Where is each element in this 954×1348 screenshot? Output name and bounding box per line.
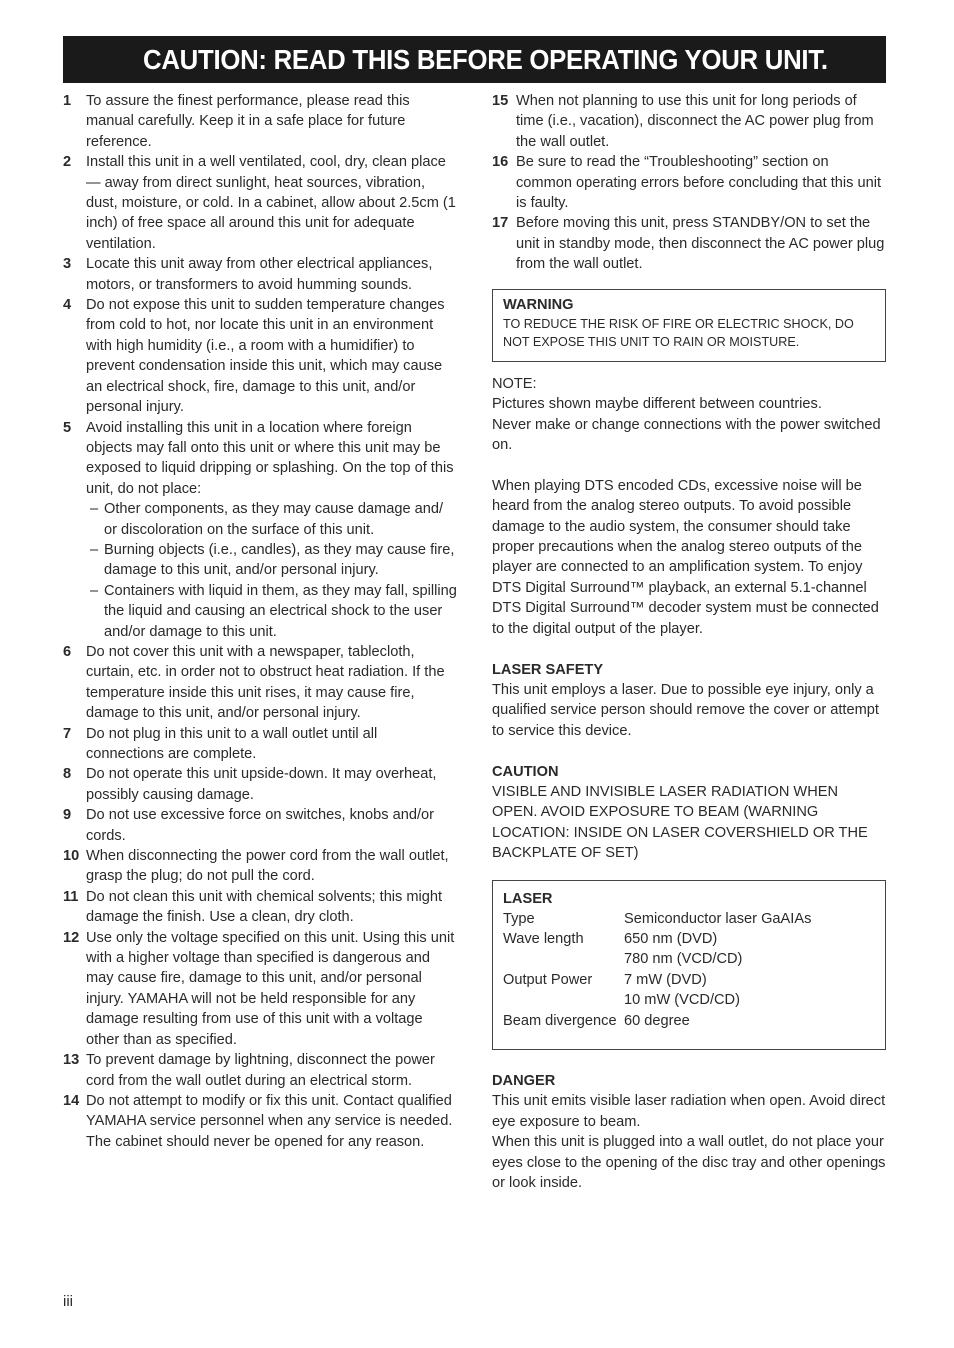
list-item xyxy=(492,213,886,274)
spec-label: Output Power xyxy=(503,971,593,988)
spec-value: 60 degree xyxy=(624,1012,690,1029)
item-text: To assure the finest performance, please read this manual carefully. Keep it in a safe place for future reference. xyxy=(86,93,410,150)
item-text: Do not clean this unit with chemical solvents; this might damage the finish. Use a clean, dry cloth. xyxy=(86,888,443,926)
item-number: 4 xyxy=(63,297,72,314)
spec-value: 780 nm (VCD/CD) xyxy=(624,951,743,968)
spec-label: Beam divergence xyxy=(503,1012,617,1029)
spec-label xyxy=(503,990,624,1010)
item-number: 7 xyxy=(63,725,72,742)
dts-note: When playing DTS encoded CDs, excessive noise will be heard from the analog stereo outputs. To avoid possible damage to the audio system, the consumer should take proper precautions when the analog stereo outputs of the player are connected to an amplification system. To enjoy DTS Digital Surround™ playback, an external 5.1-channel DTS Digital Surround™ decoder system must be connected to the digital output of the player. xyxy=(492,477,879,637)
right-column xyxy=(492,91,886,1193)
laser-safety-heading: LASER SAFETY xyxy=(492,661,604,678)
item-number: 10 xyxy=(63,848,80,865)
item-number: 17 xyxy=(492,215,509,232)
danger-text-1: This unit emits visible laser radiation when open. Avoid direct eye exposure to beam. xyxy=(492,1093,886,1130)
item-text: Do not plug in this unit to a wall outlet until all connections are complete. xyxy=(86,725,378,762)
item-number: 3 xyxy=(63,256,72,273)
spec-label xyxy=(503,949,624,969)
item-text: Before moving this unit, press STANDBY/ON to set the unit in standby mode, then disconnect the AC power plug from the wall outlet. xyxy=(516,215,885,273)
item-text: Locate this unit away from other electrical appliances, motors, or transformers to avoid humming sounds. xyxy=(86,256,433,293)
list-item xyxy=(63,805,458,846)
item-number: 12 xyxy=(63,929,80,946)
item-text: Do not use excessive force on switches, knobs and/or cords. xyxy=(86,807,434,844)
item-text: Do not cover this unit with a newspaper, tablecloth, curtain, etc. in order not to obstruct heat radiation. If the temperature inside this unit rises, it may cause fire, damage to this unit, and/or personal injury. xyxy=(86,643,445,722)
spec-label: Type xyxy=(503,910,535,927)
list-item xyxy=(63,1091,458,1152)
item-text: To prevent damage by lightning, disconnect the power cord from the wall outlet during an electrical storm. xyxy=(86,1052,435,1089)
laser-safety-text: This unit employs a laser. Due to possible eye injury, only a qualified service person should remove the cover or attempt to service this device. xyxy=(492,681,879,739)
note-line-1: Pictures shown maybe different between countries. xyxy=(492,396,822,413)
list-item xyxy=(63,91,458,152)
item-text: Do not attempt to modify or fix this unit. Contact qualified YAMAHA service personnel when any service is needed. The cabinet should never be opened for any reason. xyxy=(86,1092,453,1150)
spec-value: 10 mW (VCD/CD) xyxy=(624,992,740,1009)
sub-item-text: Burning objects (i.e., candles), as they may cause fire, damage to this unit, and/or personal injury. xyxy=(104,541,455,579)
spec-row xyxy=(503,949,875,969)
dash-marker: – xyxy=(90,541,99,558)
spec-row xyxy=(503,929,875,949)
list-item xyxy=(63,764,458,805)
item-text: Use only the voltage specified on this unit. Using this unit with a higher voltage than specified is dangerous and may cause fire, damage to this unit, and/or personal injury. YAMAHA will not be held responsible for any damage resulting from use of this unit with a voltage other than as specified. xyxy=(86,929,455,1048)
list-item xyxy=(63,295,458,417)
caution-text: VISIBLE AND INVISIBLE LASER RADIATION WHEN OPEN. AVOID EXPOSURE TO BEAM (WARNING LOCATION: INSIDE ON LASER COVERSHIELD OR THE BACKPLATE OF SET) xyxy=(492,783,868,862)
list-item xyxy=(492,91,886,152)
item-number: 15 xyxy=(492,93,509,109)
sub-item-text: Containers with liquid in them, as they may fall, spilling the liquid and causing an electrical shock to the user and/or damage to this unit. xyxy=(104,582,457,640)
spec-value: 650 nm (DVD) xyxy=(624,930,718,947)
list-item xyxy=(63,642,458,724)
laser-spec-box xyxy=(492,880,886,1050)
item-number: 9 xyxy=(63,807,72,824)
dash-marker: – xyxy=(90,582,99,599)
warning-heading: WARNING xyxy=(503,296,574,313)
header-bar xyxy=(63,36,886,83)
note-label: NOTE: xyxy=(492,375,537,392)
note-line-2: Never make or change connections with the power switched on. xyxy=(492,416,881,454)
list-item xyxy=(492,152,886,213)
danger-text-2: When this unit is plugged into a wall outlet, do not place your eyes close to the opening of the disc tray and other openings or look inside. xyxy=(492,1134,886,1192)
list-item xyxy=(63,152,458,254)
list-item xyxy=(63,887,458,928)
item-text: Install this unit in a well ventilated, cool, dry, clean place — away from direct sunlight, heat sources, vibration, dust, moisture, or cold. In a cabinet, allow about 2.5cm (1 inch) of free space all around this unit for adequate ventilation. xyxy=(86,154,456,252)
item-number: 6 xyxy=(63,643,72,660)
spec-row xyxy=(503,1011,875,1031)
item-text: Be sure to read the “Troubleshooting” section on common operating errors before concluding that this unit is faulty. xyxy=(516,154,882,212)
spec-row xyxy=(503,990,875,1010)
item-text: Do not expose this unit to sudden temperature changes from cold to hot, nor locate this unit in an environment with high humidity (i.e., a room with a humidifier) to prevent condensation inside this unit, which may cause an electrical shock, fire, damage to this unit, and/or personal injury. xyxy=(86,297,445,416)
danger-heading: DANGER xyxy=(492,1072,556,1089)
caution-heading: CAUTION xyxy=(492,763,559,780)
list-item xyxy=(63,724,458,765)
page-title: CAUTION: READ THIS BEFORE OPERATING YOUR UNIT. xyxy=(143,43,828,75)
item-text: When disconnecting the power cord from the wall outlet, grasp the plug; do not pull the cord. xyxy=(86,848,449,885)
warning-text: TO REDUCE THE RISK OF FIRE OR ELECTRIC SHOCK, DO NOT EXPOSE THIS UNIT TO RAIN OR MOISTURE. xyxy=(503,316,854,350)
spec-label: Wave length xyxy=(503,930,584,947)
dash-marker: – xyxy=(90,501,99,518)
list-item xyxy=(63,928,458,1050)
spec-value: 7 mW (DVD) xyxy=(624,971,707,988)
sub-list-item xyxy=(86,540,458,581)
item-number: 14 xyxy=(63,1092,80,1109)
page-number: iii xyxy=(63,1293,73,1310)
spec-value: Semiconductor laser GaAIAs xyxy=(624,910,812,927)
item-number: 13 xyxy=(63,1052,80,1069)
list-item xyxy=(63,1050,458,1091)
list-item xyxy=(63,418,458,642)
laser-heading: LASER xyxy=(503,890,553,907)
item-number: 8 xyxy=(63,766,72,783)
item-number: 16 xyxy=(492,154,509,171)
sub-item-text: Other components, as they may cause damage and/ or discoloration on the surface of this unit. xyxy=(104,501,444,538)
item-number: 11 xyxy=(63,888,79,905)
spec-row xyxy=(503,909,875,929)
list-item xyxy=(63,254,458,295)
item-text: Avoid installing this unit in a location where foreign objects may fall onto this unit or where this unit may be exposed to liquid dripping or splashing. On the top of this unit, do not place: xyxy=(86,419,454,497)
item-number: 5 xyxy=(63,419,72,436)
left-column xyxy=(63,91,458,1152)
item-number: 2 xyxy=(63,154,72,171)
spec-row xyxy=(503,970,875,990)
list-item xyxy=(63,846,458,887)
warning-box xyxy=(492,289,886,362)
item-number: 1 xyxy=(63,93,72,109)
item-text: When not planning to use this unit for long periods of time (i.e., vacation), disconnect the AC power plug from the wall outlet. xyxy=(516,93,874,150)
item-text: Do not operate this unit upside-down. It may overheat, possibly causing damage. xyxy=(86,766,437,803)
sub-list-item xyxy=(86,581,458,642)
sub-list-item xyxy=(86,499,458,540)
